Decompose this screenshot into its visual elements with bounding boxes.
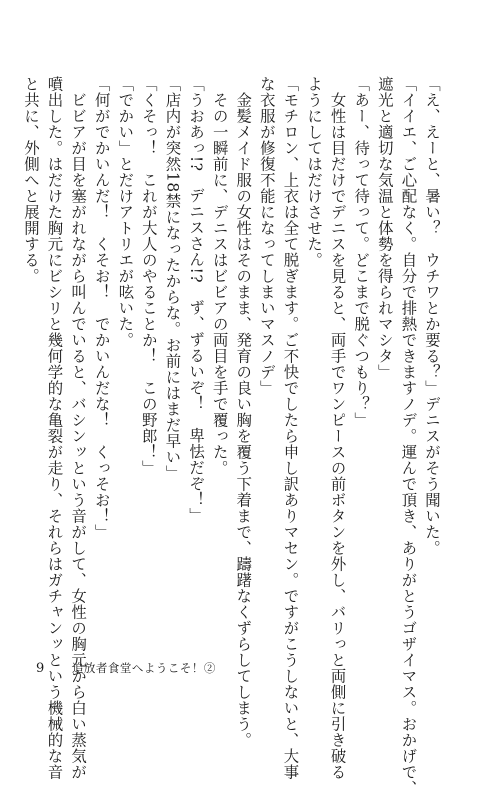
text-line: 「え、えーと、暑い？ ウチワとか要る？」デニスがそう聞いた。 (423, 76, 441, 556)
text-line: 噴出した。はだけた胸元にビシリと幾何学的な亀裂が走り、それらはガチャンッという機械的な音 (45, 76, 64, 780)
text-line: 「何がでかいんだ！ くそお！ でかいんだな！ くっそお！」 (92, 76, 111, 540)
book-title: 追放者食堂へようこそ！② (71, 661, 216, 675)
text-line: 女性は目だけでデニスを見ると、両手でワンピースの前ボタンを外し、バリっと両側に引き破る (328, 76, 347, 780)
text-line: ビビアが目を塞がれながら叫んでいると、バシンッという音がして、女性の胸元から白い蒸気が (69, 76, 88, 780)
text-line: 「うおあっ!? デニスさん!? ず、ずるいぞ！ 卑怯だぞ！」 (187, 76, 206, 524)
text-line: な衣服が修復不能になってしまいマスノデ」 (257, 76, 276, 396)
text-line: 「イイエ、ご心配なく。自分で排熱できますノデ。運んで頂き、ありがとうゴザイマス。おかげで、 (399, 76, 418, 796)
text-line: 「でかい」とだけアトリエが呟いた。 (116, 76, 135, 348)
text-line: その一瞬前に、デニスはビビアの両目を手で覆った。 (210, 76, 229, 476)
text-line: と共に、外側へと展開する。 (21, 76, 40, 284)
text-line: 「モチロン、上衣は全て脱ぎます。ご不快でしたら申し訳ありマセン。ですがこうしないと、大事 (281, 76, 300, 780)
text-line: 「あー、待って待って。どこまで脱ぐつもり？」 (352, 76, 371, 428)
page-footer (36, 660, 216, 676)
text-line: ようにしてはだけさせた。 (305, 76, 324, 268)
text-line: 遮光と適切な気温と体勢を得られマシタ」 (375, 76, 394, 380)
page-number: 9 (36, 661, 45, 676)
text-line: 「店内が突然18禁になったからな。お前にはまだ早い」 (163, 76, 182, 481)
text-line: 金髪メイド服の女性はそのまま、発育の良い胸を覆う下着まで、躊躇なくずらしてしまう。 (234, 76, 253, 748)
text-line: 「くそっ！ これが大人のやることか！ この野郎！」 (139, 76, 158, 476)
